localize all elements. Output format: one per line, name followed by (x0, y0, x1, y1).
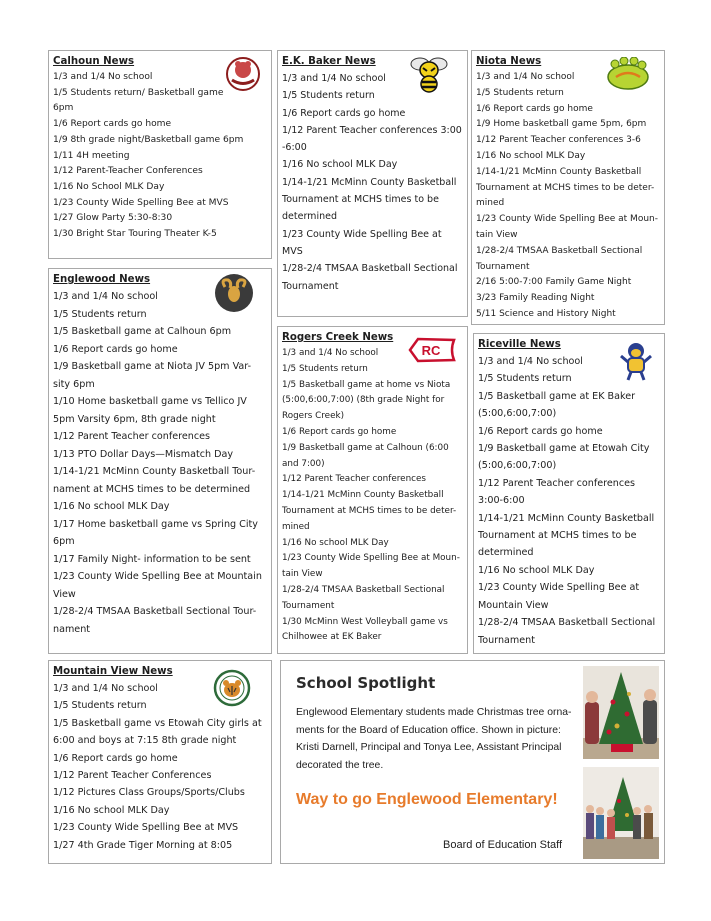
news-item: 1/5 Students return (478, 373, 572, 385)
mountain-view-tiger-seal-icon (213, 669, 251, 711)
news-item: 1/23 County Wide Spelling Bee at (282, 228, 442, 240)
news-item: 1/23 County Wide Spelling Bee at MVS (53, 822, 239, 834)
news-item: 1/28-2/4 TMSAA Basketball Sectional (282, 263, 458, 275)
news-item: 1/5 Students return (282, 90, 375, 102)
students-group-photo (583, 767, 659, 859)
news-item: 1/9 Basketball game at Calhoun (6:00 (282, 442, 449, 453)
news-item: 1/16 No school MLK Day (282, 159, 398, 171)
news-item: 1/28-2/4 TMSAA Basketball Sectional (282, 584, 445, 595)
news-item: 1/14-1/21 McMinn County Basketball (282, 176, 457, 188)
mountain-view-news-section (48, 660, 272, 864)
news-item: (5:00,6:00,7:00) (8th grade Night for (282, 395, 445, 406)
news-item: 1/6 Report cards go home (478, 425, 603, 437)
news-item: 1/9 8th grade night/Basketball game 6pm (53, 134, 244, 145)
riceville-news-section (473, 333, 665, 654)
news-item: 1/5 Students return (282, 363, 368, 374)
news-item: 5pm Varsity 6pm, 8th grade night (53, 413, 216, 425)
news-item: 1/23 County Wide Spelling Bee at (478, 582, 640, 594)
news-item: 6pm (53, 536, 75, 547)
news-item: 1/12 Parent Teacher conferences 3:00 (282, 124, 462, 136)
news-item: tain View (282, 569, 323, 580)
news-item: 3/23 Family Reading Night (476, 293, 595, 304)
section-title: Mountain View News (53, 666, 173, 677)
news-item: 1/6 Report cards go home (53, 119, 172, 130)
news-item: Chilhowee at EK Baker (282, 632, 382, 643)
news-item: Tournament at MCHS times to be deter- (476, 182, 655, 193)
section-title: Rogers Creek News (282, 332, 394, 343)
news-item: 1/30 McMinn West Volleyball game vs (282, 616, 448, 627)
news-item: Tournament at MCHS times to be (282, 194, 439, 206)
news-item: 1/28-2/4 TMSAA Basketball Sectional Tour- (53, 606, 257, 617)
news-item: Englewood Elementary students made Christmas tree orna- (296, 707, 572, 718)
news-item: ments for the Board of Education office. Shown in picture: (296, 724, 561, 736)
svg-text:RC: RC (421, 343, 441, 358)
news-item: (5:00,6:00,7:00) (478, 460, 557, 472)
news-item: 1/3 and 1/4 No school (53, 291, 158, 302)
news-item: 6pm (53, 103, 74, 114)
news-item: 1/27 Glow Party 5:30-8:30 (53, 213, 173, 224)
news-list (282, 70, 462, 295)
news-item: 1/16 No school MLK Day (478, 564, 595, 576)
news-list (282, 346, 462, 646)
news-item: determined (282, 211, 337, 223)
news-item: 1/12 Parent Teacher conferences (282, 474, 426, 485)
englewood-ram-logo-icon (214, 273, 254, 317)
news-item: 1/5 Basketball game at Calhoun 6pm (53, 326, 232, 337)
news-item: Tournament at MCHS times to be deter- (282, 505, 457, 516)
section-title: Riceville News (478, 339, 561, 350)
news-item: 1/12 Parent-Teacher Conferences (53, 166, 203, 177)
news-item: 2/16 5:00-7:00 Family Game Night (476, 277, 632, 288)
news-item: 1/5 Students return (53, 700, 147, 712)
section-title: Englewood News (53, 274, 151, 285)
news-item: and 7:00) (282, 458, 325, 469)
news-item: Tournament at MCHS times to be (478, 530, 637, 542)
news-item: 1/10 Home basketball game vs Tellico JV (53, 396, 247, 407)
section-title: Niota News (476, 56, 542, 67)
news-item: 1/5 Students return (476, 87, 564, 98)
news-item: nament (53, 623, 91, 635)
news-item: Kristi Darnell, Principal and Tonya Lee, Assistant Principal (296, 742, 562, 754)
calhoun-minks-logo-icon (225, 56, 261, 96)
news-item: sity 6pm (53, 378, 95, 390)
news-item: 1/16 No school MLK Day (282, 537, 389, 548)
spotlight-cheer: Way to go Englewood Elementary! (296, 791, 558, 808)
news-item: 1/17 Home basketball game vs Spring City (53, 518, 258, 530)
news-item: 1/5 Students return/ Basketball game (53, 87, 224, 98)
news-item: View (53, 588, 76, 600)
news-item: determined (478, 547, 534, 559)
news-item: 1/6 Report cards go home (476, 103, 593, 114)
news-item: mined (282, 521, 310, 532)
news-item: Tournament (476, 261, 530, 272)
news-item: decorated the tree. (296, 759, 384, 771)
news-item: 1/6 Report cards go home (282, 426, 397, 437)
news-item: 1/6 Report cards go home (53, 343, 178, 355)
news-item: 1/3 and 1/4 No school (282, 348, 379, 358)
yellow-jacket-mascot-icon (408, 54, 450, 98)
news-item: 1/16 No school MLK Day (476, 150, 586, 161)
news-item: 1/14-1/21 McMinn County Basketball (282, 490, 444, 501)
news-item: 1/16 No school MLK Day (53, 804, 170, 816)
news-item: 1/5 Students return (53, 308, 147, 320)
news-list (53, 288, 266, 638)
news-item: 1/5 Basketball game at home vs Niota (282, 379, 451, 390)
news-item: 1/23 County Wide Spelling Bee at Mountain (53, 571, 262, 582)
news-item: 1/3 and 1/4 No school (53, 683, 158, 694)
news-item: tain View (476, 229, 518, 240)
news-item: 1/12 Parent Teacher conferences 3-6 (476, 135, 641, 146)
news-item: nament at MCHS times to be determined (53, 483, 251, 495)
news-item: 1/16 No School MLK Day (53, 181, 165, 192)
news-item: 6:00 and boys at 7:15 8th grade night (53, 735, 237, 747)
news-item: 1/9 Home basketball game 5pm, 6pm (476, 119, 647, 130)
section-title: Calhoun News (53, 56, 135, 67)
news-item: 1/27 4th Grade Tiger Morning at 8:05 (53, 839, 233, 851)
news-item: 1/6 Report cards go home (282, 107, 406, 119)
news-item: 1/9 Basketball game at Niota JV 5pm Var- (53, 361, 252, 372)
news-item: Tournament (282, 280, 339, 292)
christmas-tree-photo (583, 666, 659, 759)
news-item: 1/5 Basketball game vs Etowah City girls at (53, 717, 262, 729)
news-item: 1/11 4H meeting (53, 150, 130, 161)
news-list (476, 70, 659, 323)
news-list (478, 353, 659, 649)
news-item: 1/3 and 1/4 No school (282, 73, 386, 84)
news-item: 1/30 Bright Star Touring Theater K-5 (53, 229, 217, 240)
ek-baker-news-section (277, 50, 468, 317)
news-item: Mountain View (478, 599, 549, 611)
news-item: 1/12 Parent Teacher conferences (53, 431, 211, 442)
spotlight-description (296, 704, 586, 774)
news-item: 1/12 Parent Teacher conferences (478, 477, 636, 489)
rogers-creek-news-section (277, 326, 468, 654)
news-item: 1/5 Basketball game at EK Baker (478, 390, 636, 402)
niota-news-section (471, 50, 665, 325)
news-item: 1/14-1/21 McMinn County Basketball (478, 512, 655, 524)
spotlight-signature: Board of Education Staff (443, 839, 563, 851)
news-item: 1/17 Family Night- information to be sent (53, 553, 251, 565)
news-item: 1/12 Parent Teacher Conferences (53, 770, 212, 782)
news-item: 1/14-1/21 McMinn County Basketball (476, 166, 642, 177)
spotlight-title: School Spotlight (296, 674, 436, 692)
news-item: MVS (282, 245, 303, 257)
section-title: E.K. Baker News (282, 56, 376, 67)
news-item: 3:00-6:00 (478, 495, 525, 507)
news-item: 1/23 County Wide Spelling Bee at Moun- (282, 553, 460, 564)
news-item: 1/3 and 1/4 No school (53, 72, 153, 82)
calhoun-news-section (48, 50, 272, 259)
rc-arrowhead-logo-icon (408, 337, 456, 367)
news-item: Tournament (282, 600, 335, 611)
news-item: 1/9 Basketball game at Etowah City (478, 443, 650, 455)
news-item: 1/13 PTO Dollar Days—Mismatch Day (53, 448, 234, 460)
school-spotlight-section (280, 660, 665, 864)
news-item: 1/23 County Wide Spelling Bee at MVS (53, 197, 229, 208)
news-item: 1/28-2/4 TMSAA Basketball Sectional (478, 617, 656, 629)
news-item: 1/23 County Wide Spelling Bee at Moun- (476, 214, 658, 225)
news-item: 5/11 Science and History Night (476, 308, 616, 319)
riceville-mascot-icon (619, 340, 653, 386)
news-item: -6:00 (282, 142, 307, 154)
news-item: Rogers Creek) (282, 411, 345, 422)
news-item: (5:00,6:00,7:00) (478, 408, 557, 420)
news-item: 1/28-2/4 TMSAA Basketball Sectional (476, 245, 643, 256)
news-item: 1/6 Report cards go home (53, 752, 178, 764)
news-item: 1/12 Pictures Class Groups/Sports/Clubs (53, 787, 245, 799)
news-item: 1/14-1/21 McMinn County Basketball Tour- (53, 466, 256, 477)
niota-paw-logo-icon (606, 57, 650, 95)
news-item: 1/16 No school MLK Day (53, 501, 170, 512)
news-item: mined (476, 198, 505, 209)
englewood-news-section (48, 268, 272, 654)
news-item: 1/3 and 1/4 No school (478, 356, 583, 367)
news-item: Tournament (478, 634, 536, 646)
news-item: 1/3 and 1/4 No school (476, 72, 575, 82)
